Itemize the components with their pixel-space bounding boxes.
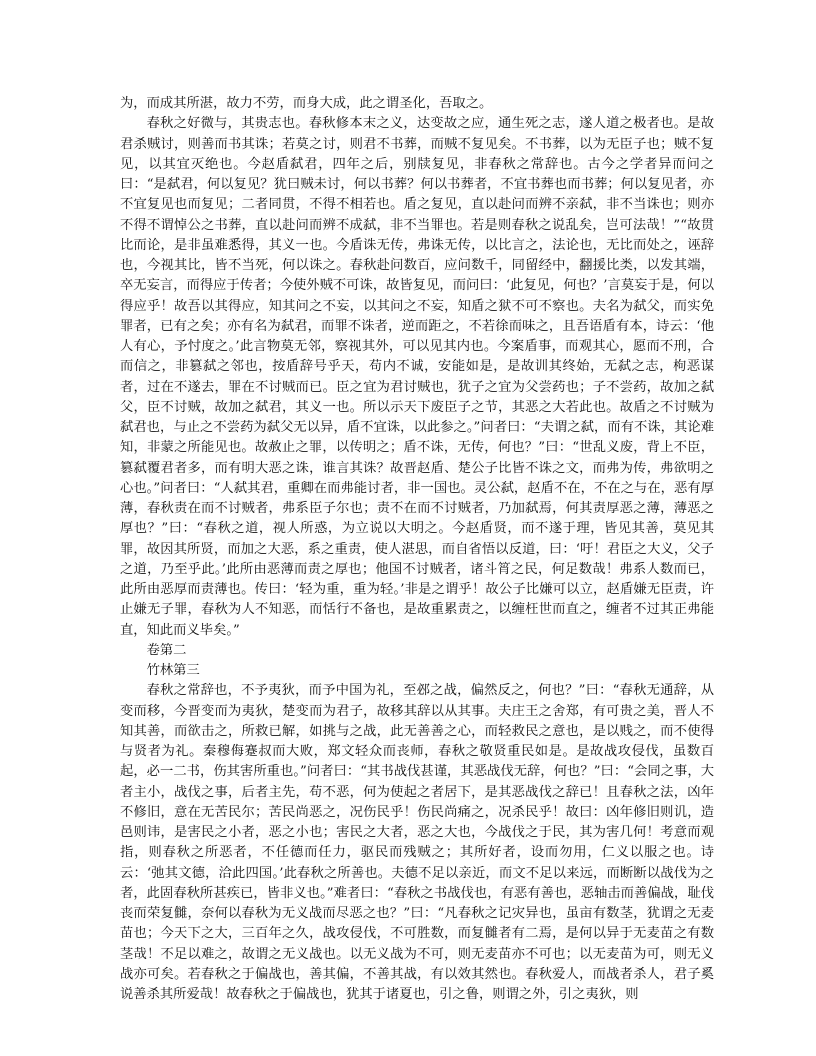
paragraph-continuation: 为，而成其所湛，故力不劳，而身大成，此之谓圣化，吾取之。 [120,96,493,111]
document-body [120,94,714,1005]
paragraph-chunqiu-haowei: 春秋之好微与，其贵志也。春秋修本末之义，达变故之应，通生死之志，遂人道之极者也。是故君杀贼讨，则善而书其诛；若莫之讨，则君不书葬，而贼不复见矣。不书葬，以为无臣子也；贼不复见，以其宜灭绝也。今赵盾弑君，四年之后，别牍复见，非春秋之常辞也。古今之学者异而问之曰：“是弑君，何以复见？犹曰贼未讨，何以书葬？何以书葬者，不宜书葬也而书葬；何以复见者，亦不宜复见也而复见；二者同贯，不得不相若也。盾之复见，直以赴问而辨不亲弑，非不当诛也；则亦不得不谓悼公之书葬，直以赴问而辨不成弑，非不当罪也。若是则春秋之说乱矣，岂可法哉！”“故贯比而论，是非虽难悉得，其义一也。今盾诛无传，弗诛无传，以比言之，法论也，无比而处之，诬辞也，今视其比，皆不当死，何以诛之。春秋赴问数百，应问数千，同留经中，翻援比类，以发其端，卒无妄言，而得应于传者；今使外贼不可诛，故皆复见，而问曰：‘此复见，何也？’言莫妄于是，何以得应乎！故吾以其得应，知其问之不妄，以其问之不妄，知盾之狱不可不察也。夫名为弑父，而实免罪者，已有之矣；亦有名为弑君，而罪不诛者，逆而距之，不若徐而味之，且吾语盾有本，诗云：‘他人有心，予忖度之。’此言物莫无邻，察视其外，可以见其内也。今案盾事，而观其心，愿而不刑，合而信之，非篡弑之邻也，按盾辞号乎天，苟内不诚，安能如是，是故训其终始，无弑之志，枸恶谋者，过在不遂去，罪在不讨贼而已。臣之宜为君讨贼也，犹子之宜为父尝药也；子不尝药，故加之弑父，臣不讨贼，故加之弑君，其义一也。所以示天下废臣子之节，其恶之大若此也。故盾之不讨贼为弑君也，与止之不尝药为弑父无以异，盾不宜诛，以此参之。”问者曰：“夫谓之弑，而有不诛，其论难知，非蒙之所能见也。故赦止之罪，以传明之；盾不诛，无传，何也？”曰：“世乱义废，背上不臣，篡弑覆君者多，而有明大恶之诛，谁言其诛？故晋赵盾、楚公子比皆不诛之文，而弗为传，弗欲明之心也。”问者曰：“人弑其君，重卿在而弗能讨者，非一国也。灵公弑，赵盾不在，不在之与在，恶有厚薄，春秋责在而不讨贼者，弗系臣子尔也；责不在而不讨贼者，乃加弑焉，何其责厚恶之薄，薄恶之厚也？”曰：“春秋之道，视人所惑，为立说以大明之。今赵盾贤，而不遂于理，皆见其善，莫见其罪，故因其所贤，而加之大恶，系之重责，使人湛思，而自省悟以反道，曰：‘吁！君臣之大义，父子之道，乃至乎此。’此所由恶薄而责之厚也；他国不讨贼者，诸斗筲之民，何足数哉！弗系人数而已，此所由恶厚而责薄也。传曰：‘轻为重，重为轻。’非是之谓乎！故公子比嫌可以立，赵盾嫌无臣责，许止嫌无子罪，春秋为人不知恶，而恬行不备也，是故重累责之，以缠枉世而直之，缠者不过其正弗能直，知此而义毕矣。” [120,116,714,638]
paragraph-zhulin: 春秋之常辞也，不予夷狄，而予中国为礼，至邲之战，偏然反之，何也？”曰：“春秋无通辞，从变而移，今晋变而为夷狄，楚变而为君子，故移其辞以从其事。夫庄王之舍郑，有可贵之美，晋人不知其善，而欲击之，所救已解，如挑与之战，此无善善之心，而轻救民之意也，是以贱之，而不使得与贤者为礼。秦穆侮蹇叔而大败，郑文轻众而丧师，春秋之敬贤重民如是。是故战攻侵伐，虽数百起，必一二书，伤其害所重也。”问者曰：“其书战伐甚谨，其恶战伐无辞，何也？”曰：“会同之事，大者主小，战伐之事，后者主先，苟不恶，何为使起之者居下，是其恶战伐之辞已！且春秋之法，凶年不修旧，意在无苦民尔；苦民尚恶之，况伤民乎！伤民尚痛之，况杀民乎！故曰：凶年修旧则讥，造邑则讳，是害民之小者，恶之小也；害民之大者，恶之大也，今战伐之于民，其为害几何！考意而观指，则春秋之所恶者，不任德而任力，驱民而残贼之；其所好者，设而勿用，仁义以服之也。诗云：‘弛其文德，洽此四国。’此春秋之所善也。夫德不足以亲近，而文不足以来远，而断断以战伐为之者，此固春秋所甚疾已，皆非义也。”难者曰：“春秋之书战伐也，有恶有善也，恶轴击而善偏战，耻伐丧而荣复雠，奈何以春秋为无义战而尽恶之也？”曰：“凡春秋之记灾异也，虽亩有数茎，犹谓之无麦苗也；今天下之大，三百年之久，战攻侵伐，不可胜数，而复雠者有二焉，是何以异于无麦苗之有数茎哉！不足以难之，故谓之无义战也。以无义战为不可，则无麦苗亦不可也；以无麦苗为可，则无义战亦可矣。若春秋之于偏战也，善其偏，不善其战，有以效其然也。春秋爱人，而战者杀人，君子奚说善杀其所爱哉！故春秋之于偏战也，犹其于诸夏也，引之鲁，则谓之外，引之夷狄，则 [120,683,714,1002]
volume-heading: 卷第二 [146,642,187,658]
chapter-heading: 竹林第三 [146,663,200,678]
